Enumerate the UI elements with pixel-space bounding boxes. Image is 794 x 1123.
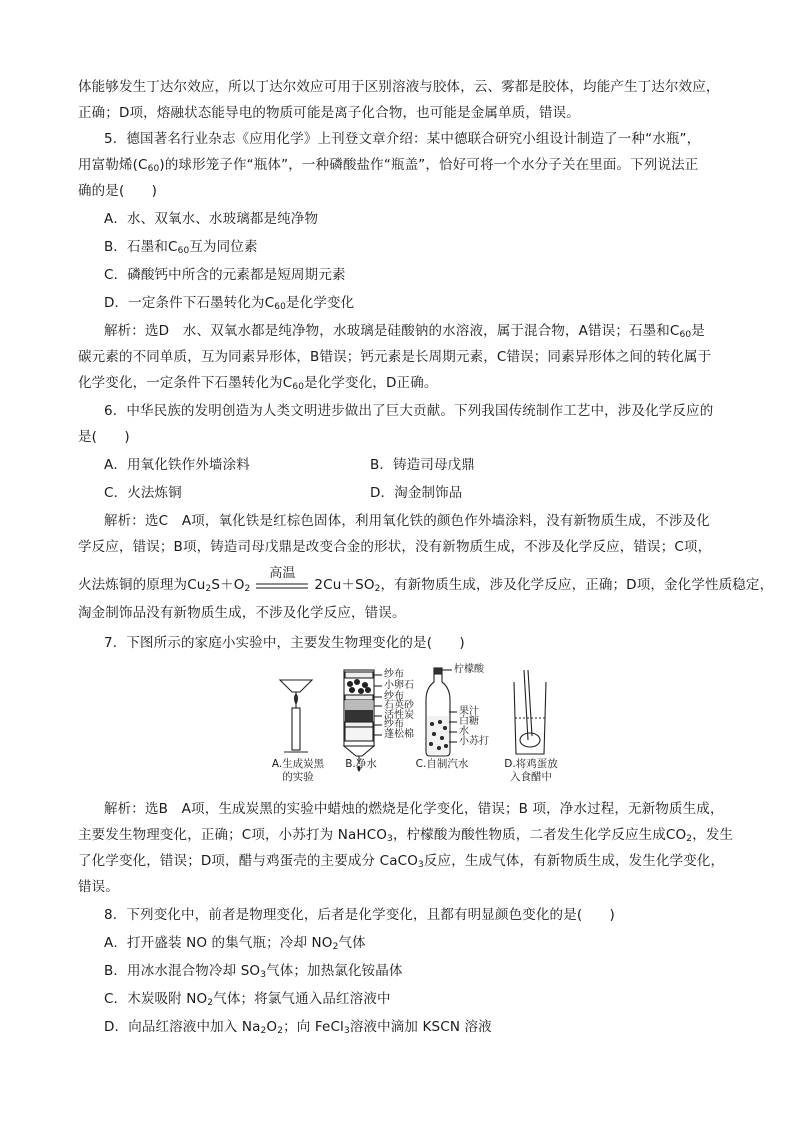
subscript: 2 — [374, 584, 381, 594]
text-run: D．一定条件下石墨转化为C — [104, 295, 275, 311]
caption-d-line2: 入食醋中 — [510, 771, 552, 783]
egg-vinegar-apparatus — [514, 670, 546, 754]
subscript: 60 — [177, 246, 190, 256]
q5-analysis — [104, 322, 756, 340]
q5-option-d — [104, 294, 756, 312]
text-line — [78, 104, 730, 122]
text-line — [78, 348, 730, 366]
subscript: 2 — [260, 1026, 267, 1036]
text-run: D．向品红溶液中加入 Na — [104, 1019, 261, 1035]
q6-analysis — [104, 512, 756, 530]
text-run: 错误。 — [78, 879, 119, 895]
text-line — [78, 428, 730, 446]
text-run: 互为同位素 — [189, 239, 258, 255]
text-run: B．石墨和C — [104, 239, 178, 255]
text-run: 是化学变化 — [286, 295, 355, 311]
text-run: 2Cu＋SO — [314, 577, 375, 593]
text-run: 5．德国著名行业杂志《应用化学》上刊登文章介绍：某中德联合研究小组设计制造了一种“水瓶”， — [104, 131, 701, 147]
text-line — [78, 374, 730, 392]
caption-c: C.自制汽水 — [415, 758, 469, 770]
q5-option-c — [104, 266, 756, 284]
experiment-figure — [262, 660, 562, 784]
water-filter-apparatus — [344, 670, 382, 771]
equals-arrow-icon — [256, 582, 308, 590]
subscript: 60 — [147, 164, 160, 174]
text-run: 主要发生物理变化，正确；C项，小苏打为 NaHCO — [78, 827, 388, 843]
text-run: A．打开盛装 NO 的集气瓶；冷却 NO — [104, 935, 333, 951]
reaction-condition: 高温 — [269, 566, 296, 581]
caption-d-line1: D.将鸡蛋放 — [504, 758, 558, 770]
filter-label: 石英砂 — [384, 700, 414, 711]
text-run: 化学变化，一定条件下石墨转化为C — [78, 375, 293, 391]
candle-soot-apparatus — [280, 680, 312, 752]
text-run: 了化学变化，错误；D项，醋与鸡蛋壳的主要成分 CaCO — [78, 853, 418, 869]
q5-option-b — [104, 238, 756, 256]
text-line — [78, 878, 730, 896]
text-run: 6．中华民族的发明创造为人类文明进步做出了巨大贡献。下列我国传统制作工艺中，涉及化学反应的 — [104, 403, 714, 419]
text-run: 解析：选B A项，生成炭黑的实验中蜡烛的燃烧是化学变化，错误；B 项，净水过程，无新物质生成， — [104, 801, 724, 817]
text-run: ；向 FeCl — [283, 1019, 344, 1035]
filter-label: 纱布 — [384, 719, 404, 730]
caption-a-line1: A.生成炭黑 — [271, 758, 325, 770]
subscript: 3 — [387, 834, 393, 844]
q8-option-d — [104, 1018, 756, 1036]
soda-label: 水 — [459, 726, 469, 737]
text-run: C．木炭吸附 NO — [104, 991, 208, 1007]
subscript: 2 — [205, 584, 212, 594]
text-run: 火法炼铜的原理为Cu — [78, 577, 206, 593]
reaction-condition-arrow — [254, 566, 310, 594]
text-run: 气体 — [338, 935, 366, 951]
subscript: 60 — [679, 330, 692, 340]
subscript: 3 — [343, 1026, 350, 1036]
text-run: ，有新物质生成，涉及化学反应，正确；D项，金化学性质稳定， — [380, 577, 774, 593]
subscript: 3 — [418, 860, 424, 870]
subscript: 3 — [260, 970, 267, 980]
text-run: 是( ) — [78, 429, 130, 445]
text-run: 气体；加热氯化铵晶体 — [266, 963, 403, 979]
caption-a-line2: 的实验 — [282, 771, 314, 783]
filter-label: 活性炭 — [384, 710, 414, 721]
text-run: 解析：选D 水、双氧水都是纯净物，水玻璃是硅酸钠的水溶液，属于混合物，A错误；石墨和C — [104, 323, 680, 339]
text-run: 正确；D项，熔融状态能导电的物质可能是离子化合物，也可能是金属单质，错误。 — [78, 105, 580, 121]
caption-b: B.净水 — [345, 758, 377, 770]
text-run: B．用冰水混合物冷却 SO — [104, 963, 261, 979]
text-run: 淘金制饰品没有新物质生成，不涉及化学反应，错误。 — [78, 605, 406, 621]
soda-label: 白糖 — [459, 716, 479, 727]
soda-bottle-apparatus — [426, 668, 457, 756]
filter-label: 纱布 — [384, 669, 404, 680]
text-run: C．磷酸钙中所含的元素都是短周期元素 — [104, 267, 346, 283]
caption-d — [500, 758, 562, 784]
text-run: O — [266, 1019, 278, 1035]
caption-a — [262, 758, 334, 784]
text-line — [78, 78, 730, 96]
text-run: 8．下列变化中，前者是物理变化，后者是化学变化，且都有明显颜色变化的是( ) — [104, 907, 615, 923]
filter-label: 纱布 — [384, 691, 404, 702]
soda-label: 果汁 — [459, 706, 479, 717]
text-line — [78, 826, 734, 844]
q8-option-b — [104, 962, 756, 980]
text-run: 解析：选C A项，氧化铁是红棕色固体，利用氧化铁的颜色作外墙涂料，没有新物质生成，不涉及化 — [104, 513, 710, 529]
text-run: ，发生 — [692, 827, 734, 843]
text-run: S＋O — [211, 577, 245, 593]
question-7-stem — [104, 634, 756, 652]
text-run: A．水、双氧水、水玻璃都是纯净物 — [104, 211, 319, 227]
text-run: 用富勒烯(C — [78, 157, 148, 173]
text-run: 是化学变化，D正确。 — [304, 375, 438, 391]
text-run: 确的是( ) — [78, 183, 158, 199]
subscript: 60 — [274, 302, 287, 312]
text-line — [78, 182, 730, 200]
question-8-stem — [104, 906, 756, 924]
q6-option-c: C．火法炼铜 — [104, 485, 182, 501]
q7-analysis — [104, 800, 756, 818]
filter-label: 小卵石 — [384, 680, 414, 691]
subscript: 2 — [332, 942, 339, 952]
text-run: 溶液中滴加 KSCN 溶液 — [349, 1019, 492, 1035]
text-line — [78, 852, 730, 870]
subscript: 60 — [292, 382, 305, 392]
q6-option-d: D．淘金制饰品 — [370, 485, 463, 501]
q8-option-c — [104, 990, 756, 1008]
text-run: )的球形笼子作“瓶体”，一种磷酸盐作“瓶盖”，恰好可将一个水分子关在里面。下列说法正 — [159, 157, 699, 173]
filter-label: 蓬松棉 — [384, 729, 414, 740]
text-run: 气体；将氯气通入品红溶液中 — [213, 991, 391, 1007]
text-line — [78, 156, 730, 174]
q6-option-b: B．铸造司母戊鼎 — [370, 457, 475, 473]
equation-line — [78, 566, 774, 594]
text-line — [78, 604, 730, 622]
text-run: 是 — [691, 323, 705, 339]
text-run: 体能够发生丁达尔效应，所以丁达尔效应可用于区别溶液与胶体，云、雾都是胶体，均能产生丁达尔效应， — [78, 79, 720, 95]
soda-label: 柠檬酸 — [454, 664, 484, 675]
q8-option-a — [104, 934, 756, 952]
text-run: 学反应，错误；B项，铸造司母戊鼎是改变合金的形状，没有新物质生成，不涉及化学反应，错误；C项， — [78, 539, 712, 555]
subscript: 2 — [244, 584, 251, 594]
subscript: 2 — [207, 998, 214, 1008]
text-run: ，柠檬酸为酸性物质，二者发生化学反应生成CO — [392, 827, 687, 843]
q6-option-a: A．用氧化铁作外墙涂料 — [104, 457, 250, 473]
question-5-stem — [104, 130, 756, 148]
question-6-stem — [104, 402, 756, 420]
text-run: 碳元素的不同单质，互为同素异形体，B错误；钙元素是长周期元素，C错误；同素异形体之间的转化属于 — [78, 349, 712, 365]
subscript: 2 — [277, 1026, 284, 1036]
text-run: 7．下图所示的家庭小实验中，主要发生物理变化的是( ) — [104, 635, 465, 651]
q5-option-a — [104, 210, 756, 228]
soda-label: 小苏打 — [459, 736, 489, 747]
subscript: 2 — [686, 834, 693, 844]
text-run: 反应，生成气体，有新物质生成，发生化学变化， — [423, 853, 725, 869]
text-line — [78, 538, 730, 556]
